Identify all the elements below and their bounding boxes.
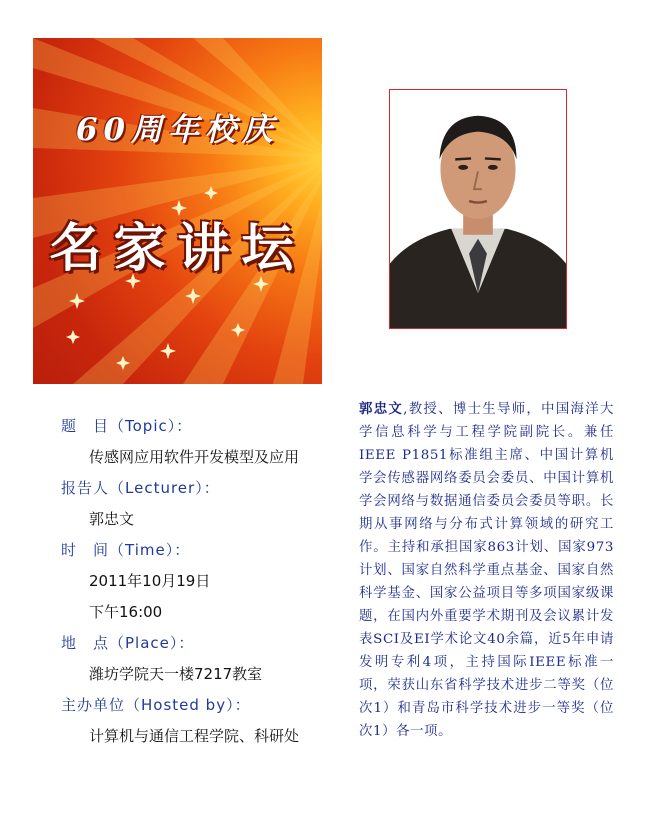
lecturer-photo	[389, 89, 567, 329]
place-label: 地 点（Place）：	[61, 634, 195, 652]
banner-title: 名家讲坛	[49, 218, 306, 279]
place-value: 潍坊学院天一楼7217教室	[89, 665, 263, 683]
topic-label: 题 目（Topic）：	[61, 417, 193, 435]
banner-subtitle: 60周年校庆	[75, 112, 280, 148]
topic-value: 传感网应用软件开发模型及应用	[89, 448, 300, 466]
time-label: 时 间（Time）：	[61, 541, 191, 559]
time-date: 2011年10月19日	[89, 572, 211, 590]
lecturer-portrait-icon	[390, 90, 566, 328]
lecturer-biography	[359, 398, 614, 743]
bio-text: ,教授、博士生导师，中国海洋大学信息科学与工程学院副院长。兼任IEEE P1851标准组主席、中国计算机学会传感器网络委员会委员、中国计算机学会网络与数据通信委员会委员等职。长期从事网络与分布式计算领域的研究工作。主持和承担国家863计划、国家973计划、国家自然科学重点基金、国家自然科学基金、国家公益项目等多项国家级课题，在国内外重要学术期刊及会议累计发表SCI及EI学术论文40余篇，近5年申请发明专利4项，主持国际IEEE标准一项，荣获山东省科学技术进步二等奖（位次1）和青岛市科学技术进步一等奖（位次1）各一项。	[359, 402, 614, 739]
lecture-banner	[33, 38, 322, 384]
lecturer-value: 郭忠文	[89, 510, 135, 528]
host-value: 计算机与通信工程学院、科研处	[89, 727, 300, 745]
host-label: 主办单位（Hosted by）：	[61, 696, 251, 714]
lecturer-label: 报告人（Lecturer）：	[61, 479, 220, 497]
time-hour: 下午16:00	[89, 603, 163, 621]
lecture-details	[61, 416, 346, 746]
bio-name: 郭忠文	[359, 401, 404, 417]
